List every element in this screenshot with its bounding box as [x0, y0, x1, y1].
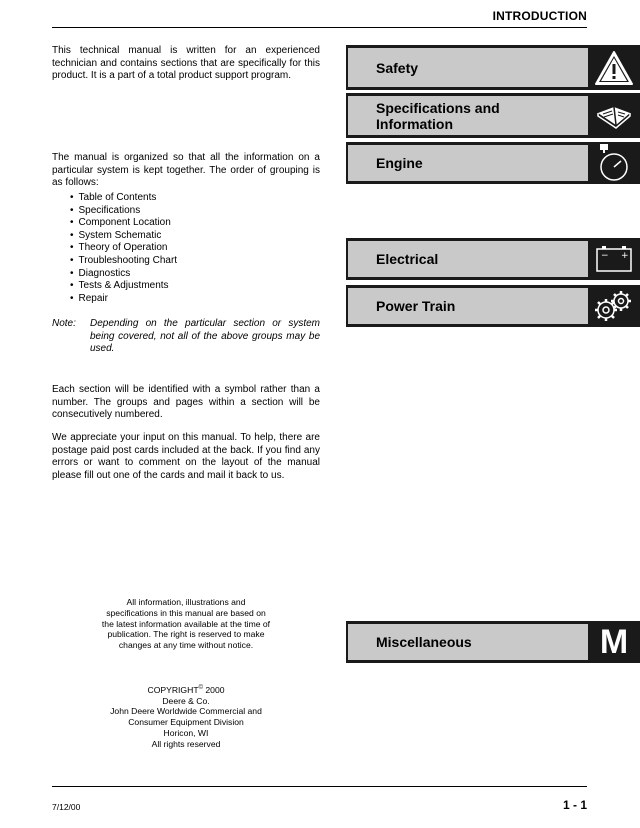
copyright-line: John Deere Worldwide Commercial and [110, 706, 262, 717]
section-tab-power-train[interactable] [346, 285, 640, 327]
intro-paragraph-4: We appreciate your input on this manual. To help, there are postage paid post cards included at the back. If you find any errors or want to comment on the layout of the manual please fill out one of the cards and mail it back to us. [52, 432, 320, 481]
section-tab-engine[interactable] [346, 142, 640, 184]
section-tab-label: Engine [376, 155, 423, 171]
section-tab-label: Power Train [376, 298, 456, 314]
disclaimer [52, 597, 320, 651]
copyright-line: All rights reserved [151, 738, 221, 749]
copyright-line: Consumer Equipment Division [128, 717, 244, 728]
footer-date: 7/12/00 [52, 802, 81, 812]
section-title: INTRODUCTION [492, 9, 587, 23]
list-item: • Specifications [70, 205, 320, 218]
list-item: • Component Location [70, 217, 320, 230]
stopwatch-icon [588, 142, 640, 184]
group-list [70, 192, 320, 305]
disclaimer-line: the latest information available at the time of [101, 618, 271, 629]
section-tab-electrical[interactable] [346, 238, 640, 280]
letter-m-glyph: M [599, 623, 629, 661]
copyright-line: Horicon, WI [163, 728, 209, 739]
copyright-year: 2000 [203, 684, 225, 695]
section-tab-label [376, 100, 500, 132]
section-tab-label: Safety [376, 59, 419, 76]
footer-divider [52, 786, 587, 787]
warning-triangle-icon [588, 45, 640, 90]
disclaimer-line: publication. The right is reserved to make [107, 629, 265, 640]
letter-m-icon [588, 621, 640, 663]
copyright-symbol: © [198, 685, 203, 691]
section-tab-label-line: Information [376, 115, 453, 132]
section-tab-label: Electrical [376, 251, 439, 267]
note-text: Depending on the particular section or system being covered, not all of the above groups may be used. [90, 318, 320, 355]
intro-paragraph-1: This technical manual is written for an experienced technician and contains sections that are specifically for this product. It is a part of a total product support program. [52, 45, 320, 82]
list-item: • Repair [70, 293, 320, 306]
list-item: • Tests & Adjustments [70, 280, 320, 293]
open-book-icon [588, 93, 640, 138]
intro-paragraph-3: Each section will be identified with a symbol rather than a number. The groups and pages within a section will be consecutively numbered. [52, 384, 320, 421]
gears-icon [588, 285, 640, 327]
copyright-word: COPYRIGHT [147, 684, 199, 695]
header-divider [52, 27, 587, 28]
section-tab-label: Miscellaneous [376, 634, 472, 650]
section-tab-safety[interactable] [346, 45, 640, 90]
intro-paragraph-2: The manual is organized so that all the information on a particular system is kept together. The order of grouping is as follows: [52, 152, 320, 189]
copyright-line [52, 683, 320, 696]
battery-minus-sign: − [601, 251, 609, 261]
list-item: • Theory of Operation [70, 242, 320, 255]
section-tab-specifications[interactable] [346, 93, 640, 138]
battery-plus-sign: + [621, 251, 629, 261]
copyright-line: Deere & Co. [162, 695, 210, 706]
list-item: • System Schematic [70, 230, 320, 243]
disclaimer-line: changes at any time without notice. [118, 640, 254, 651]
battery-icon [588, 238, 640, 280]
note [52, 318, 320, 356]
section-tab-label-line: Specifications and [376, 99, 500, 116]
list-item: • Table of Contents [70, 192, 320, 205]
page-number: 1 - 1 [562, 798, 587, 812]
section-tab-miscellaneous[interactable] [346, 621, 640, 663]
disclaimer-line: specifications in this manual are based on [106, 607, 266, 618]
disclaimer-line: All information, illustrations and [126, 597, 246, 607]
note-label: Note: [52, 318, 76, 329]
list-item: • Diagnostics [70, 268, 320, 281]
list-item: • Troubleshooting Chart [70, 255, 320, 268]
copyright-block [52, 683, 320, 750]
